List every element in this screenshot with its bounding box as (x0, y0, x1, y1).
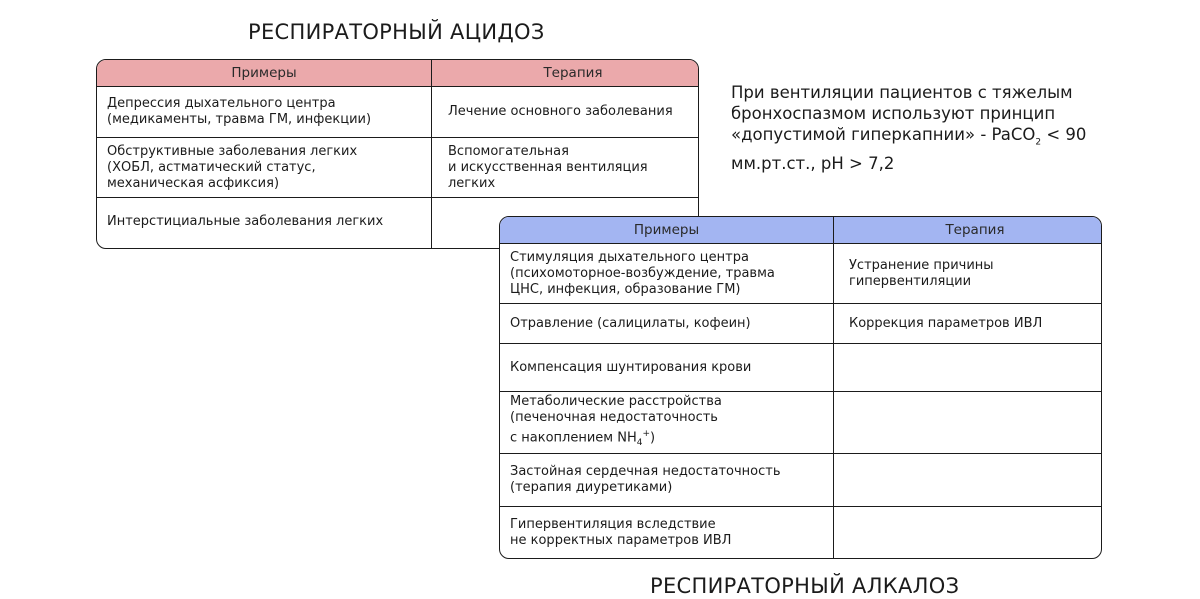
acidosis-header-therapy: Терапия (543, 65, 603, 81)
acidosis-table-header (97, 60, 698, 87)
alkalosis-title: РЕСПИРАТОРНЫЙ АЛКАЛОЗ (650, 574, 960, 598)
alkalosis-therapy-cell (834, 344, 1101, 391)
alkalosis-example-cell: Застойная сердечная недостаточность (терапия диуретиками) (500, 454, 834, 506)
alkalosis-header-examples: Примеры (500, 217, 834, 243)
table-row (500, 507, 1101, 558)
hypercapnia-note (731, 82, 1131, 174)
acidosis-example-cell: Интерстициальные заболевания легких (97, 198, 432, 248)
table-row (500, 454, 1101, 507)
example-text-suffix: ) (650, 430, 656, 446)
acidosis-title: РЕСПИРАТОРНЫЙ АЦИДОЗ (248, 20, 545, 44)
alkalosis-therapy-cell (834, 392, 1101, 453)
table-row (97, 87, 698, 138)
alkalosis-therapy-cell (834, 454, 1101, 506)
example-text: Метаболические расстройства (печеночная недостаточность с накоплением NH (510, 394, 722, 446)
alkalosis-example-cell: Компенсация шунтирования крови (500, 344, 834, 391)
acidosis-example-cell: Депрессия дыхательного центра (медикаменты, травма ГМ, инфекции) (97, 87, 432, 137)
alkalosis-therapy-cell: Коррекция параметров ИВЛ (849, 315, 1043, 331)
nh4-subscript: 4 (636, 437, 643, 448)
nh4-superscript: + (642, 429, 651, 440)
table-row (500, 392, 1101, 454)
alkalosis-therapy-cell (834, 507, 1101, 558)
acidosis-header-examples: Примеры (97, 60, 432, 86)
co2-subscript: 2 (1035, 137, 1042, 148)
acidosis-therapy-cell: Вспомогательная и искусственная вентиляция легких (448, 143, 648, 191)
alkalosis-example-cell: Гипервентиляция вследствие не корректных параметров ИВЛ (500, 507, 834, 558)
alkalosis-example-cell: Стимуляция дыхательного центра (психомоторное-возбуждение, травма ЦНС, инфекция, образование ГМ) (500, 244, 834, 303)
alkalosis-header-therapy: Терапия (945, 222, 1005, 238)
table-row (500, 304, 1101, 344)
table-row (97, 138, 698, 198)
alkalosis-table-header (500, 217, 1101, 244)
alkalosis-therapy-cell: Устранение причины гипервентиляции (849, 257, 994, 289)
alkalosis-table (499, 216, 1102, 559)
alkalosis-example-cell (500, 392, 834, 453)
table-row (500, 244, 1101, 304)
acidosis-therapy-cell: Лечение основного заболевания (448, 104, 673, 119)
table-row (500, 344, 1101, 392)
note-text: При вентиляции пациентов с тяжелым бронхоспазмом используют принцип «допустимой гиперкапнии» - PaCO (731, 83, 1073, 144)
alkalosis-example-cell: Отравление (салицилаты, кофеин) (500, 304, 834, 343)
acidosis-example-cell: Обструктивные заболевания легких (ХОБЛ, астматический статус, механическая асфиксия) (97, 138, 432, 197)
note-text-suffix: < 90 мм.рт.ст., pH > 7,2 (731, 125, 1087, 174)
